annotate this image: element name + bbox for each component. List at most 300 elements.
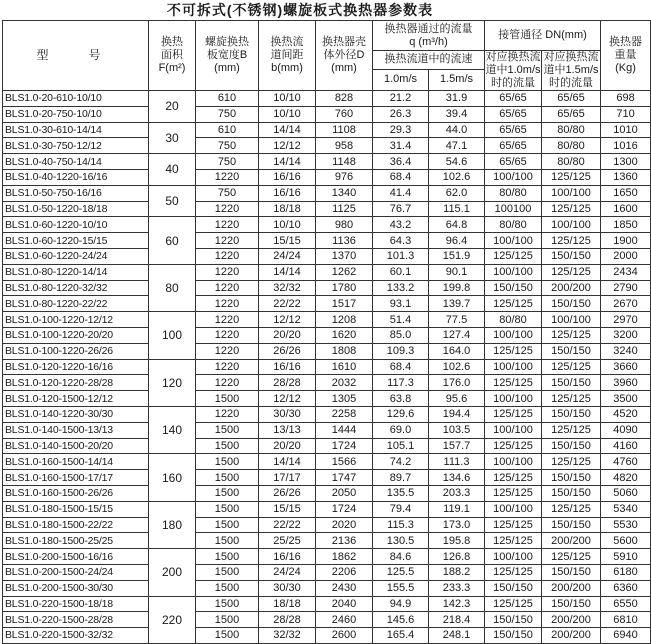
cell-dn-1: 150/150 xyxy=(485,612,542,628)
cell-width: 1500 xyxy=(196,438,259,454)
cell-dn-2: 150/150 xyxy=(542,375,601,391)
cell-model: BLS1.0-140-1220-30/30 xyxy=(3,406,149,422)
cell-width: 1500 xyxy=(196,391,259,407)
cell-model: BLS1.0-160-1500-26/26 xyxy=(3,485,149,501)
cell-area: 50 xyxy=(149,185,196,217)
cell-flow-1: 145.6 xyxy=(373,612,429,628)
cell-pitch: 12/12 xyxy=(259,391,316,407)
cell-weight: 1016 xyxy=(601,138,651,154)
cell-flow-1: 76.7 xyxy=(373,201,429,217)
cell-dn-2: 125/125 xyxy=(542,359,601,375)
cell-weight: 2790 xyxy=(601,280,651,296)
cell-dn-2: 125/125 xyxy=(542,454,601,470)
cell-model: BLS1.0-100-1220-20/20 xyxy=(3,327,149,343)
cell-weight: 5910 xyxy=(601,549,651,565)
cell-dn-2: 125/125 xyxy=(542,422,601,438)
cell-diameter: 2600 xyxy=(316,628,373,644)
cell-model: BLS1.0-120-1220-16/16 xyxy=(3,359,149,375)
cell-diameter: 2460 xyxy=(316,612,373,628)
cell-width: 1500 xyxy=(196,454,259,470)
cell-dn-1: 100/100 xyxy=(485,549,542,565)
cell-weight: 1850 xyxy=(601,217,651,233)
cell-pitch: 26/26 xyxy=(259,343,316,359)
cell-dn-2: 125/125 xyxy=(542,264,601,280)
cell-flow-2: 199.8 xyxy=(429,280,485,296)
cell-pitch: 10/10 xyxy=(259,91,316,107)
cell-width: 1220 xyxy=(196,264,259,280)
table-row xyxy=(3,406,651,422)
cell-weight: 3200 xyxy=(601,327,651,343)
cell-area: 80 xyxy=(149,264,196,311)
cell-diameter: 1208 xyxy=(316,312,373,328)
cell-width: 1500 xyxy=(196,612,259,628)
cell-flow-2: 102.6 xyxy=(429,169,485,185)
cell-weight: 4760 xyxy=(601,454,651,470)
table-row xyxy=(3,327,651,343)
cell-dn-1: 150/150 xyxy=(485,280,542,296)
cell-model: BLS1.0-220-1500-28/28 xyxy=(3,612,149,628)
cell-flow-2: 62.0 xyxy=(429,185,485,201)
cell-flow-2: 218.4 xyxy=(429,612,485,628)
header-dn-2: 对应换热流 道中1.5m/s 时的流量 xyxy=(543,51,599,89)
cell-dn-2: 80/80 xyxy=(542,154,601,170)
cell-flow-1: 43.2 xyxy=(373,217,429,233)
cell-width: 1500 xyxy=(196,501,259,517)
cell-flow-2: 64.8 xyxy=(429,217,485,233)
table-row xyxy=(3,391,651,407)
cell-model: BLS1.0-180-1500-22/22 xyxy=(3,517,149,533)
cell-dn-1: 100/100 xyxy=(485,233,542,249)
cell-diameter: 1262 xyxy=(316,264,373,280)
table-row xyxy=(3,169,651,185)
cell-model: BLS1.0-100-1220-26/26 xyxy=(3,343,149,359)
header-weight: 换热器 重量 (Kg) xyxy=(601,21,651,91)
cell-dn-1: 100/100 xyxy=(485,391,542,407)
cell-width: 1220 xyxy=(196,217,259,233)
cell-area: 30 xyxy=(149,122,196,154)
cell-flow-2: 95.6 xyxy=(429,391,485,407)
cell-weight: 1600 xyxy=(601,201,651,217)
cell-weight: 5060 xyxy=(601,485,651,501)
cell-model: BLS1.0-140-1500-20/20 xyxy=(3,438,149,454)
cell-flow-1: 68.4 xyxy=(373,169,429,185)
cell-diameter: 1610 xyxy=(316,359,373,375)
cell-flow-2: 115.1 xyxy=(429,201,485,217)
cell-model: BLS1.0-30-750-12/12 xyxy=(3,138,149,154)
cell-dn-2: 150/150 xyxy=(542,564,601,580)
cell-dn-2: 200/200 xyxy=(542,612,601,628)
cell-flow-2: 233.3 xyxy=(429,580,485,596)
header-shell-diameter: 换热器壳 体外径D (mm) xyxy=(316,21,373,91)
cell-flow-1: 133.2 xyxy=(373,280,429,296)
header-flow-group: 换热器通过的流量 q (m³/h) xyxy=(373,21,485,51)
table-row xyxy=(3,122,651,138)
cell-width: 1220 xyxy=(196,248,259,264)
cell-flow-1: 79.4 xyxy=(373,501,429,517)
cell-flow-2: 194.4 xyxy=(429,406,485,422)
cell-model: BLS1.0-100-1220-12/12 xyxy=(3,312,149,328)
cell-weight: 710 xyxy=(601,106,651,122)
cell-pitch: 32/32 xyxy=(259,280,316,296)
cell-pitch: 18/18 xyxy=(259,201,316,217)
cell-flow-2: 77.5 xyxy=(429,312,485,328)
cell-weight: 6940 xyxy=(601,628,651,644)
cell-pitch: 10/10 xyxy=(259,217,316,233)
cell-dn-1: 100/100 xyxy=(485,501,542,517)
cell-width: 1220 xyxy=(196,280,259,296)
cell-weight: 698 xyxy=(601,91,651,107)
table-row xyxy=(3,485,651,501)
cell-pitch: 14/14 xyxy=(259,454,316,470)
cell-dn-1: 125/125 xyxy=(485,517,542,533)
cell-pitch: 10/10 xyxy=(259,106,316,122)
cell-dn-1: 125/125 xyxy=(485,343,542,359)
cell-dn-2: 125/125 xyxy=(542,391,601,407)
cell-flow-1: 63.8 xyxy=(373,391,429,407)
cell-width: 1500 xyxy=(196,580,259,596)
cell-diameter: 1125 xyxy=(316,201,373,217)
cell-dn-1: 80/80 xyxy=(485,217,542,233)
cell-diameter: 2040 xyxy=(316,596,373,612)
cell-weight: 3500 xyxy=(601,391,651,407)
cell-flow-1: 115.3 xyxy=(373,517,429,533)
table-body xyxy=(3,91,651,644)
table-row xyxy=(3,422,651,438)
cell-area: 200 xyxy=(149,549,196,596)
cell-dn-2: 100/100 xyxy=(542,312,601,328)
table-header xyxy=(3,21,651,91)
cell-model: BLS1.0-60-1220-24/24 xyxy=(3,248,149,264)
cell-width: 1220 xyxy=(196,312,259,328)
cell-width: 1500 xyxy=(196,596,259,612)
cell-flow-1: 74.2 xyxy=(373,454,429,470)
cell-weight: 4820 xyxy=(601,470,651,486)
table-row xyxy=(3,628,651,644)
cell-model: BLS1.0-50-1220-18/18 xyxy=(3,201,149,217)
cell-dn-1: 125/125 xyxy=(485,533,542,549)
cell-weight: 6550 xyxy=(601,596,651,612)
cell-flow-1: 165.4 xyxy=(373,628,429,644)
cell-flow-1: 135.5 xyxy=(373,485,429,501)
cell-area: 100 xyxy=(149,312,196,359)
cell-pitch: 30/30 xyxy=(259,406,316,422)
header-plate-width: 螺旋换热 板宽度B (mm) xyxy=(196,21,259,91)
cell-diameter: 1862 xyxy=(316,549,373,565)
cell-flow-2: 157.7 xyxy=(429,438,485,454)
cell-dn-2: 150/150 xyxy=(542,596,601,612)
cell-flow-2: 164.0 xyxy=(429,343,485,359)
table-row xyxy=(3,359,651,375)
cell-flow-2: 111.3 xyxy=(429,454,485,470)
header-velocity-2: 1.5m/s xyxy=(429,69,485,90)
cell-flow-2: 103.5 xyxy=(429,422,485,438)
cell-dn-2: 125/125 xyxy=(542,201,601,217)
cell-width: 750 xyxy=(196,138,259,154)
cell-model: BLS1.0-120-1500-12/12 xyxy=(3,391,149,407)
cell-weight: 2970 xyxy=(601,312,651,328)
cell-model: BLS1.0-30-610-14/14 xyxy=(3,122,149,138)
cell-pitch: 28/28 xyxy=(259,612,316,628)
cell-model: BLS1.0-180-1500-15/15 xyxy=(3,501,149,517)
cell-weight: 5530 xyxy=(601,517,651,533)
cell-flow-1: 84.6 xyxy=(373,549,429,565)
cell-dn-2: 150/150 xyxy=(542,485,601,501)
cell-flow-1: 26.3 xyxy=(373,106,429,122)
cell-diameter: 2020 xyxy=(316,517,373,533)
cell-dn-1: 65/65 xyxy=(485,122,542,138)
cell-width: 1500 xyxy=(196,549,259,565)
cell-dn-1: 100/100 xyxy=(485,169,542,185)
table-row xyxy=(3,501,651,517)
header-area: 换热 面积 F(m²) xyxy=(149,21,196,91)
cell-area: 20 xyxy=(149,91,196,123)
header-flow-velocity: 换热流道中的流速 xyxy=(373,51,485,70)
cell-diameter: 1780 xyxy=(316,280,373,296)
cell-dn-1: 125/125 xyxy=(485,596,542,612)
cell-pitch: 16/16 xyxy=(259,359,316,375)
cell-weight: 3240 xyxy=(601,343,651,359)
cell-area: 120 xyxy=(149,359,196,406)
table-row xyxy=(3,549,651,565)
cell-dn-1: 125/125 xyxy=(485,438,542,454)
cell-dn-2: 200/200 xyxy=(542,628,601,644)
table-row xyxy=(3,248,651,264)
cell-pitch: 12/12 xyxy=(259,138,316,154)
cell-flow-2: 119.1 xyxy=(429,501,485,517)
cell-weight: 6810 xyxy=(601,612,651,628)
cell-dn-2: 150/150 xyxy=(542,343,601,359)
cell-width: 1220 xyxy=(196,406,259,422)
table-row xyxy=(3,470,651,486)
cell-weight: 6180 xyxy=(601,564,651,580)
cell-flow-2: 44.0 xyxy=(429,122,485,138)
cell-pitch: 24/24 xyxy=(259,248,316,264)
table-row xyxy=(3,533,651,549)
cell-flow-2: 203.3 xyxy=(429,485,485,501)
cell-diameter: 2136 xyxy=(316,533,373,549)
cell-flow-2: 151.9 xyxy=(429,248,485,264)
cell-pitch: 16/16 xyxy=(259,185,316,201)
cell-width: 610 xyxy=(196,122,259,138)
cell-diameter: 1370 xyxy=(316,248,373,264)
cell-dn-2: 200/200 xyxy=(542,280,601,296)
cell-flow-1: 36.4 xyxy=(373,154,429,170)
cell-pitch: 16/16 xyxy=(259,549,316,565)
cell-model: BLS1.0-40-1220-16/16 xyxy=(3,169,149,185)
cell-pitch: 18/18 xyxy=(259,596,316,612)
cell-weight: 4520 xyxy=(601,406,651,422)
cell-area: 160 xyxy=(149,454,196,501)
cell-flow-1: 68.4 xyxy=(373,359,429,375)
cell-pitch: 32/32 xyxy=(259,628,316,644)
cell-flow-2: 195.8 xyxy=(429,533,485,549)
cell-width: 1220 xyxy=(196,296,259,312)
cell-weight: 5340 xyxy=(601,501,651,517)
cell-flow-1: 94.9 xyxy=(373,596,429,612)
cell-model: BLS1.0-140-1500-13/13 xyxy=(3,422,149,438)
cell-flow-1: 41.4 xyxy=(373,185,429,201)
cell-weight: 2000 xyxy=(601,248,651,264)
cell-model: BLS1.0-80-1220-32/32 xyxy=(3,280,149,296)
cell-width: 610 xyxy=(196,91,259,107)
cell-weight: 1010 xyxy=(601,122,651,138)
table-row xyxy=(3,375,651,391)
cell-dn-1: 100/100 xyxy=(485,454,542,470)
cell-dn-2: 65/65 xyxy=(542,106,601,122)
table-row xyxy=(3,296,651,312)
table-row xyxy=(3,201,651,217)
cell-diameter: 1108 xyxy=(316,122,373,138)
cell-flow-1: 105.1 xyxy=(373,438,429,454)
cell-width: 1220 xyxy=(196,169,259,185)
cell-dn-1: 125/125 xyxy=(485,406,542,422)
cell-dn-2: 80/80 xyxy=(542,122,601,138)
cell-flow-1: 69.0 xyxy=(373,422,429,438)
table-row xyxy=(3,580,651,596)
cell-pitch: 14/14 xyxy=(259,264,316,280)
cell-pitch: 14/14 xyxy=(259,154,316,170)
cell-pitch: 20/20 xyxy=(259,438,316,454)
cell-width: 1500 xyxy=(196,564,259,580)
cell-flow-2: 173.0 xyxy=(429,517,485,533)
cell-pitch: 30/30 xyxy=(259,580,316,596)
cell-weight: 1900 xyxy=(601,233,651,249)
table-row xyxy=(3,312,651,328)
cell-flow-1: 60.1 xyxy=(373,264,429,280)
header-dn-group: 接管通径 DN(mm) xyxy=(485,21,601,51)
table-row xyxy=(3,233,651,249)
cell-width: 750 xyxy=(196,106,259,122)
cell-dn-2: 100/100 xyxy=(542,185,601,201)
cell-dn-2: 150/150 xyxy=(542,438,601,454)
cell-dn-1: 125/125 xyxy=(485,470,542,486)
cell-flow-2: 142.3 xyxy=(429,596,485,612)
cell-dn-1: 150/150 xyxy=(485,580,542,596)
cell-dn-1: 125/125 xyxy=(485,296,542,312)
cell-area: 140 xyxy=(149,406,196,453)
cell-dn-2: 125/125 xyxy=(542,233,601,249)
cell-flow-1: 117.3 xyxy=(373,375,429,391)
cell-dn-1: 125/125 xyxy=(485,375,542,391)
cell-flow-2: 134.6 xyxy=(429,470,485,486)
cell-flow-1: 64.3 xyxy=(373,233,429,249)
cell-flow-1: 93.1 xyxy=(373,296,429,312)
cell-dn-2: 200/200 xyxy=(542,580,601,596)
cell-dn-2: 125/125 xyxy=(542,549,601,565)
cell-flow-1: 85.0 xyxy=(373,327,429,343)
cell-pitch: 26/26 xyxy=(259,485,316,501)
cell-model: BLS1.0-20-750-10/10 xyxy=(3,106,149,122)
cell-dn-1: 65/65 xyxy=(485,106,542,122)
cell-pitch: 17/17 xyxy=(259,470,316,486)
table-row xyxy=(3,596,651,612)
cell-weight: 4160 xyxy=(601,438,651,454)
cell-flow-1: 51.4 xyxy=(373,312,429,328)
cell-model: BLS1.0-60-1220-10/10 xyxy=(3,217,149,233)
header-velocity-1: 1.0m/s xyxy=(373,69,429,90)
cell-weight: 3960 xyxy=(601,375,651,391)
cell-weight: 1360 xyxy=(601,169,651,185)
cell-pitch: 15/15 xyxy=(259,501,316,517)
cell-dn-1: 150/150 xyxy=(485,628,542,644)
cell-model: BLS1.0-120-1220-28/28 xyxy=(3,375,149,391)
cell-diameter: 958 xyxy=(316,138,373,154)
cell-diameter: 2258 xyxy=(316,406,373,422)
header-dn-1: 对应换热流 道中1.0m/s 时的流量 xyxy=(485,51,541,89)
cell-dn-1: 65/65 xyxy=(485,154,542,170)
cell-diameter: 1620 xyxy=(316,327,373,343)
cell-pitch: 12/12 xyxy=(259,312,316,328)
cell-diameter: 2206 xyxy=(316,564,373,580)
cell-flow-2: 248.1 xyxy=(429,628,485,644)
cell-dn-1: 80/80 xyxy=(485,312,542,328)
cell-dn-2: 200/200 xyxy=(542,533,601,549)
parameter-table xyxy=(2,20,651,644)
page-title: 不可拆式(不锈钢)螺旋板式换热器参数表 xyxy=(166,2,434,18)
cell-dn-1: 100/100 xyxy=(485,327,542,343)
cell-model: BLS1.0-50-750-16/16 xyxy=(3,185,149,201)
cell-model: BLS1.0-220-1500-18/18 xyxy=(3,596,149,612)
cell-flow-2: 139.7 xyxy=(429,296,485,312)
cell-flow-2: 176.0 xyxy=(429,375,485,391)
cell-model: BLS1.0-200-1500-30/30 xyxy=(3,580,149,596)
cell-flow-2: 188.2 xyxy=(429,564,485,580)
cell-flow-1: 29.3 xyxy=(373,122,429,138)
cell-pitch: 22/22 xyxy=(259,517,316,533)
cell-diameter: 1724 xyxy=(316,438,373,454)
cell-flow-2: 126.8 xyxy=(429,549,485,565)
cell-width: 1220 xyxy=(196,343,259,359)
table-row xyxy=(3,612,651,628)
cell-flow-2: 31.9 xyxy=(429,91,485,107)
cell-weight: 4090 xyxy=(601,422,651,438)
cell-dn-1: 125/125 xyxy=(485,564,542,580)
cell-weight: 1650 xyxy=(601,185,651,201)
table-row xyxy=(3,264,651,280)
cell-flow-2: 102.6 xyxy=(429,359,485,375)
header-channel-pitch: 换热流 道间距 b(mm) xyxy=(259,21,316,91)
cell-area: 60 xyxy=(149,217,196,264)
cell-diameter: 760 xyxy=(316,106,373,122)
cell-weight: 5600 xyxy=(601,533,651,549)
cell-diameter: 2430 xyxy=(316,580,373,596)
cell-width: 750 xyxy=(196,185,259,201)
cell-flow-2: 39.4 xyxy=(429,106,485,122)
cell-model: BLS1.0-160-1500-17/17 xyxy=(3,470,149,486)
cell-diameter: 828 xyxy=(316,91,373,107)
cell-model: BLS1.0-220-1500-32/32 xyxy=(3,628,149,644)
table-row xyxy=(3,438,651,454)
table-row xyxy=(3,454,651,470)
cell-diameter: 1566 xyxy=(316,454,373,470)
cell-flow-1: 31.4 xyxy=(373,138,429,154)
cell-area: 220 xyxy=(149,596,196,643)
header-model: 型 号 xyxy=(3,21,149,91)
table-row xyxy=(3,343,651,359)
cell-width: 1220 xyxy=(196,359,259,375)
cell-flow-1: 125.5 xyxy=(373,564,429,580)
cell-weight: 3660 xyxy=(601,359,651,375)
cell-flow-1: 130.5 xyxy=(373,533,429,549)
cell-flow-2: 90.1 xyxy=(429,264,485,280)
cell-pitch: 13/13 xyxy=(259,422,316,438)
cell-pitch: 25/25 xyxy=(259,533,316,549)
cell-model: BLS1.0-160-1500-14/14 xyxy=(3,454,149,470)
cell-weight: 6360 xyxy=(601,580,651,596)
cell-width: 1500 xyxy=(196,422,259,438)
cell-dn-2: 150/150 xyxy=(542,406,601,422)
cell-flow-1: 109.3 xyxy=(373,343,429,359)
